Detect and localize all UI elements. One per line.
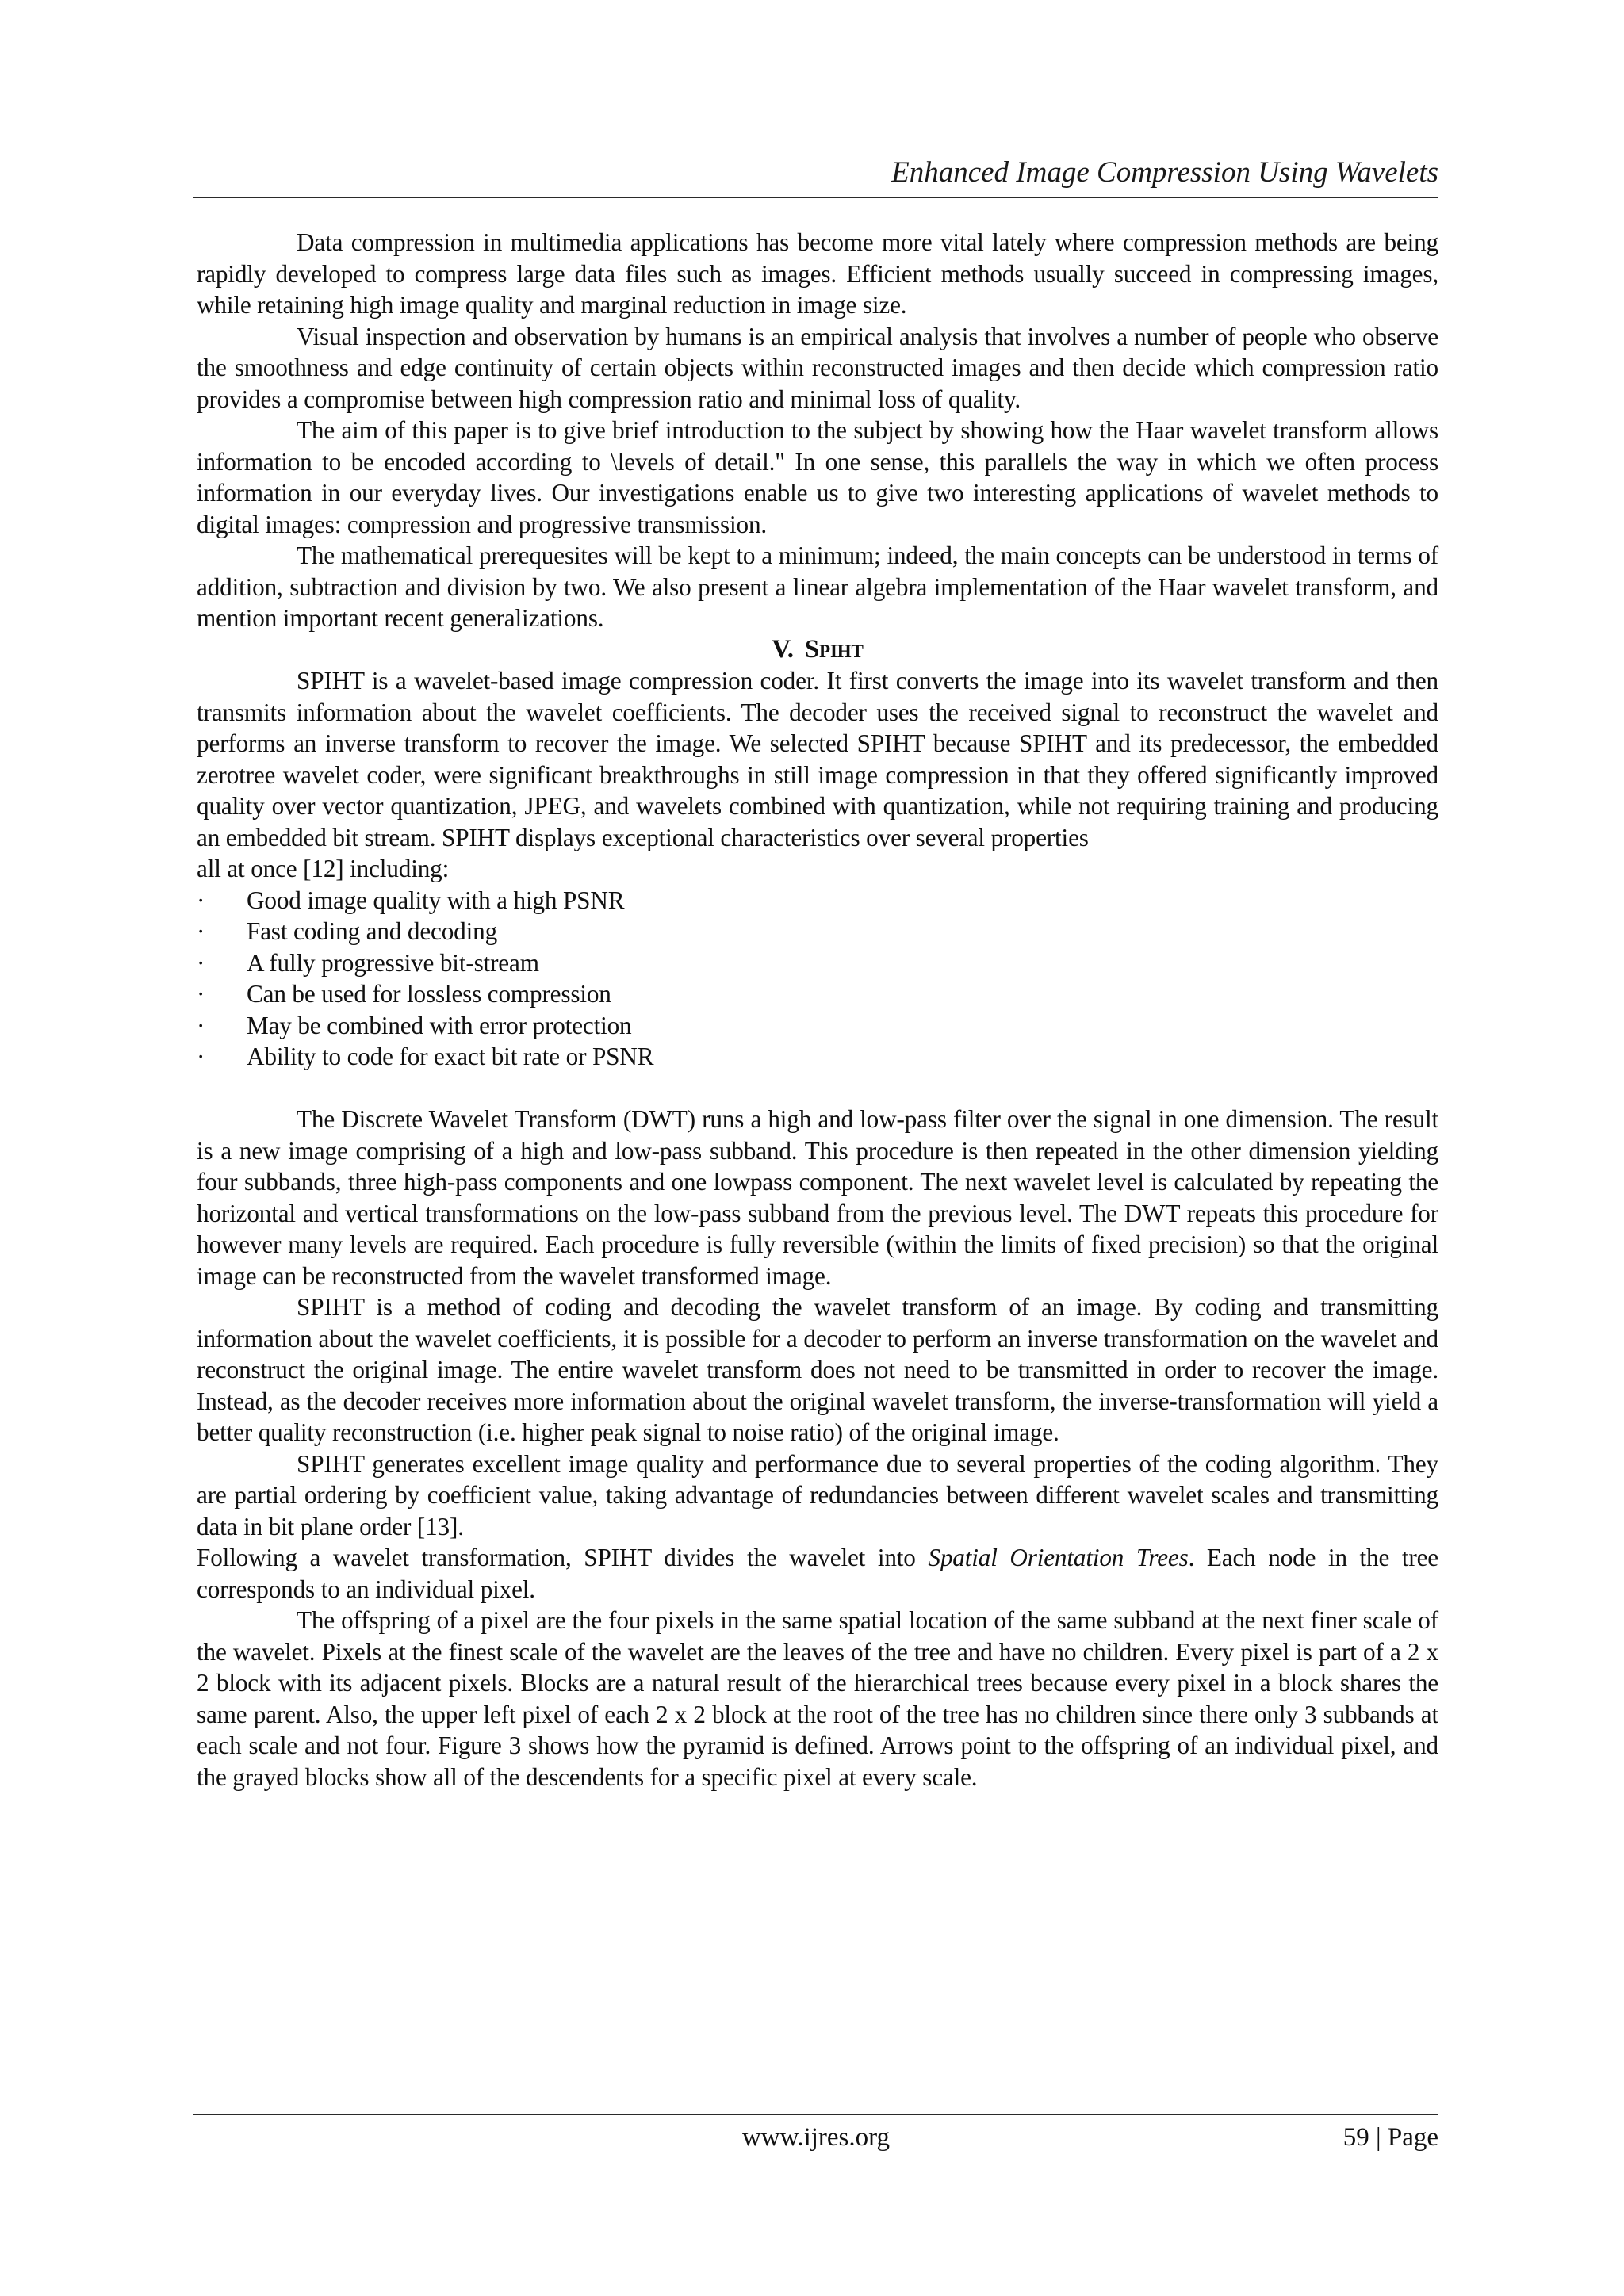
paragraph-spatial-trees <box>197 1542 1438 1605</box>
paragraph-dwt: The Discrete Wavelet Transform (DWT) runs a high and low-pass filter over the signal in one dimension. The result is a new image comprising of a high and low-pass subband. This procedure is then repeated in the other dimension yielding four subbands, three high-pass components and one lowpass component. The next wavelet level is calculated by repeating the horizontal and vertical transformations on the low-pass subband from the previous level. The DWT repeats this procedure for however many levels are required. Each procedure is fully reversible (within the limits of fixed precision) so that the original image can be reconstructed from the wavelet transformed image. <box>197 1105 1438 1290</box>
paragraph-spiht-quality: SPIHT generates excellent image quality and performance due to several properties of the coding algorithm. They are partial ordering by coefficient value, taking advantage of redundancies between different wavelet scales and transmitting data in bit plane order [13]. <box>197 1449 1438 1540</box>
footer-rule <box>193 2114 1438 2115</box>
spatial-trees-emphasis: Spatial Orientation Trees <box>928 1544 1189 1571</box>
blank-line <box>197 1073 1438 1104</box>
running-header: Enhanced Image Compression Using Wavelets <box>891 156 1438 189</box>
paragraph-spiht-intro-cont: all at once [12] including: <box>197 855 450 882</box>
bullet-glyph: · <box>197 1043 205 1070</box>
bullet-glyph: · <box>197 1011 205 1039</box>
list-item <box>197 916 1438 947</box>
bullet-glyph: · <box>197 917 205 945</box>
section-number: V. <box>772 634 794 664</box>
paragraph-spiht-method: SPIHT is a method of coding and decoding the wavelet transform of an image. By coding and transmitting information about the wavelet coefficients, it is possible for a decoder to perform an inverse transformation on the wavelet and reconstruct the original image. The entire wavelet transform does not need to be transmitted in order to recover the image. Instead, as the decoder receives more information about the original wavelet transform, the inverse-transformation will yield a better quality reconstruction (i.e. higher peak signal to noise ratio) of the original image. <box>197 1293 1438 1446</box>
bullet-glyph: · <box>197 948 205 977</box>
page-number: 59 | Page <box>1342 2123 1438 2152</box>
list-item <box>197 947 1438 979</box>
list-item-text: Can be used for lossless compression <box>247 980 611 1008</box>
spatial-trees-text-before: Following a wavelet transformation, SPIHT divides the wavelet into <box>197 1544 929 1571</box>
section-title: Spiht <box>804 634 864 664</box>
paragraph-offspring: The offspring of a pixel are the four pixels in the same spatial location of the same subband at the next finer scale of the wavelet. Pixels at the finest scale of the wavelet are the leaves of the tree and have no children. Every pixel is part of a 2 x 2 block with its adjacent pixels. Blocks are a natural result of the hierarchical trees because every pixel in a block shares the same parent. Also, the upper left pixel of each 2 x 2 block at the root of the tree has no children since there only 3 subbands at each scale and not four. Figure 3 shows how the pyramid is defined. Arrows point to the offspring of an individual pixel, and the grayed blocks show all of the descendents for a specific pixel at every scale. <box>197 1606 1438 1791</box>
list-item-text: Good image quality with a high PSNR <box>247 886 625 914</box>
header-rule <box>193 197 1438 198</box>
list-item-text: May be combined with error protection <box>247 1011 632 1039</box>
paragraph-visual-inspection: Visual inspection and observation by humans is an empirical analysis that involves a number of people who observe the smoothness and edge continuity of certain objects within reconstructed images and then decide which compression ratio provides a compromise between high compression ratio and minimal loss of quality. <box>197 322 1438 413</box>
section-heading <box>197 634 1438 666</box>
paragraph-spiht-intro: SPIHT is a wavelet-based image compression coder. It first converts the image into its wavelet transform and then transmits information about the wavelet coefficients. The decoder uses the received signal to reconstruct the wavelet and performs an inverse transform to recover the image. We selected SPIHT because SPIHT and its predecessor, the embedded zerotree wavelet coder, were significant breakthroughs in still image compression in that they offered significantly improved quality over vector quantization, JPEG, and wavelets combined with quantization, while not requiring training and producing an embedded bit stream. SPIHT displays exceptional characteristics over several properties <box>197 667 1438 851</box>
paragraph-prerequisites: The mathematical prerequesites will be kept to a minimum; indeed, the main concepts can be understood in terms of addition, subtraction and division by two. We also present a linear algebra implementation of the Haar wavelet transform, and mention important recent generalizations. <box>197 541 1438 632</box>
list-item <box>197 978 1438 1010</box>
paragraph-aim: The aim of this paper is to give brief introduction to the subject by showing how the Haar wavelet transform allows information to be encoded according to \levels of detail." In one sense, this parallels the way in which we often process information in our everyday lives. Our investigations enable us to give two interesting applications of wavelet methods to digital images: compression and progressive transmission. <box>197 416 1438 538</box>
bullet-glyph: · <box>197 980 205 1008</box>
list-item <box>197 1041 1438 1073</box>
paragraph-intro: Data compression in multimedia applications has become more vital lately where compression methods are being rapidly developed to compress large data files such as images. Efficient methods usually succeed in compressing images, while retaining high image quality and marginal reduction in image size. <box>197 228 1438 319</box>
list-item <box>197 1010 1438 1042</box>
list-item-text: Fast coding and decoding <box>247 917 498 945</box>
spatial-trees-text-after: . Each node in the tree corresponds to an individual pixel. <box>197 1544 1438 1603</box>
list-item-text: Ability to code for exact bit rate or PSNR <box>247 1043 654 1070</box>
body-text <box>197 227 1438 1793</box>
properties-list <box>197 885 1438 1073</box>
list-item <box>197 885 1438 916</box>
bullet-glyph: · <box>197 886 205 914</box>
list-item-text: A fully progressive bit-stream <box>247 948 539 977</box>
journal-website: www.ijres.org <box>741 2123 891 2152</box>
